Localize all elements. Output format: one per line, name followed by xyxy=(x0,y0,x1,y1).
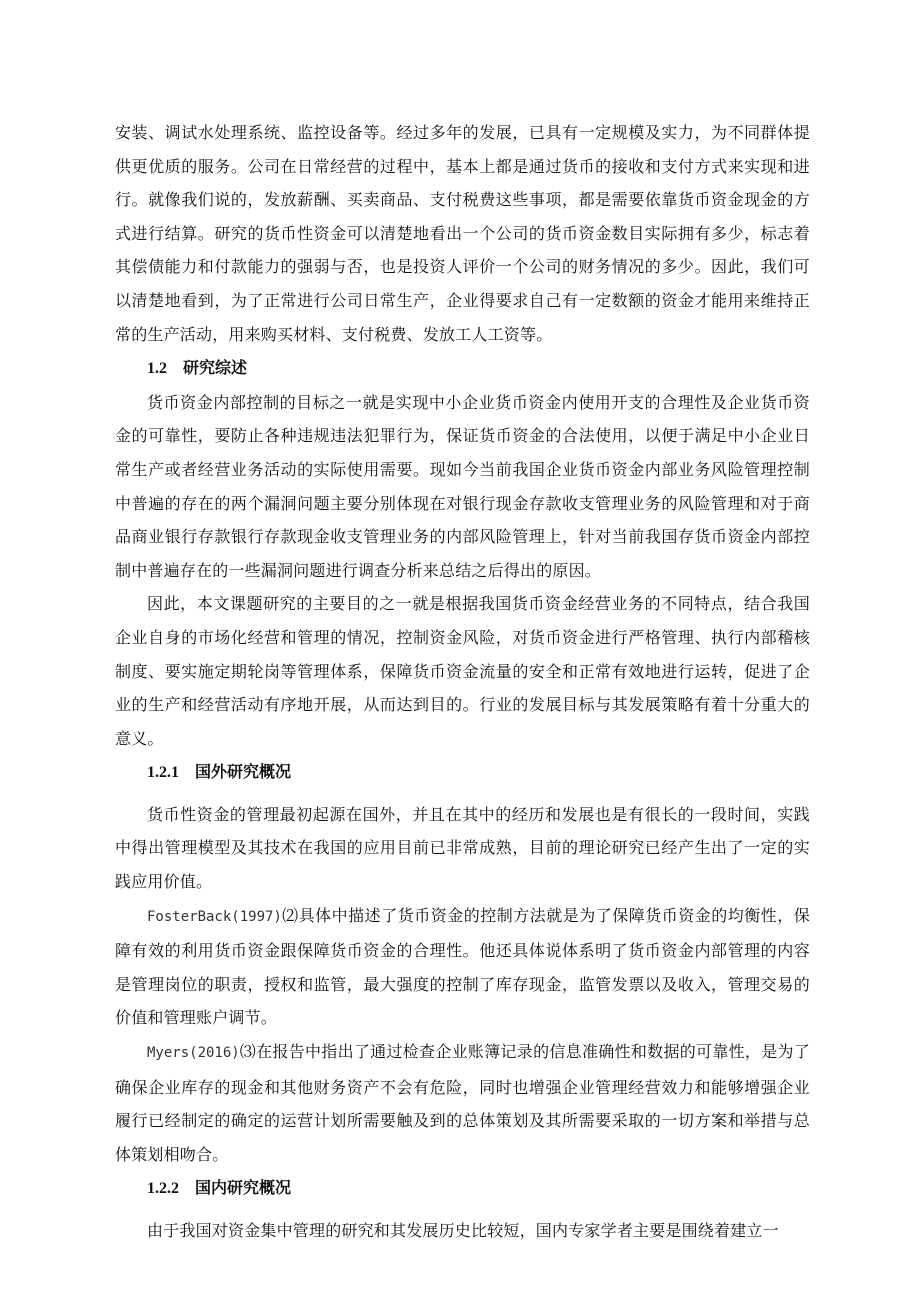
section-title: 国外研究概况 xyxy=(195,762,292,782)
paragraph-foreign-overview: 货币性资金的管理最初起源在国外，并且在其中的经历和发展也是有很长的一段时间，实践中得出管理模型及其技术在我国的应用目前已非常成熟，目前的理论研究已经产生出了一定的实践应用价值。 xyxy=(115,804,810,892)
section-title: 研究综述 xyxy=(183,358,248,378)
section-heading-1-2-1 xyxy=(115,755,810,790)
paragraph-company-intro: 安装、调试水处理系统、监控设备等。经过多年的发展，已具有一定规模及实力，为不同群体提供更优质的服务。公司在日常经营的过程中，基本上都是通过货币的接收和支付方式来实现和进行。就像我们说的，发放薪酬、买卖商品、支付税费这些事项，都是需要依靠货币资金现金的方式进行结算。研究的货币性资金可以清楚地看出一个公司的货币资金数目实际拥有多少，标志着其偿债能力和付款能力的强弱与否，也是投资人评价一个公司的财务情况的多少。因此，我们可以清楚地看到，为了正常进行公司日常生产，企业得要求自己有一定数额的资金才能用来维持正常的生产活动，用来购买材料、支付税费、发放工人工资等。 xyxy=(115,123,810,344)
paragraph-fosterback-text: ⑵具体中描述了货币资金的控制方法就是为了保障货币资金的均衡性，保障有效的利用货币资金跟保障货币资金的合理性。他还具体说体系明了货币资金内部管理的内容是管理岗位的职责，授权和监管，最大强度的控制了库存现金，监管发票以及收入，管理交易的价值和管理账户调节。 xyxy=(115,905,810,1028)
document-body xyxy=(115,116,810,1248)
section-heading-1-2 xyxy=(115,351,810,386)
paragraph-research-review: 货币资金内部控制的目标之一就是实现中小企业货币资金内使用开支的合理性及企业货币资金的可靠性，要防止各种违规违法犯罪行为，保证货币资金的合法使用，以便于满足中小企业日常生产或者经营业务活动的实际使用需要。现如今当前我国企业货币资金内部业务风险管理控制中普遍的存在的两个漏洞问题主要分别体现在对银行现金存款收支管理业务的风险管理和对于商品商业银行存款银行存款现金收支管理业务的内部风险管理上，针对当前我国存货币资金内部控制中普遍存在的一些漏洞问题进行调查分析来总结之后得出的原因。 xyxy=(115,392,810,580)
section-number: 1.2.2 xyxy=(147,1180,179,1198)
paragraph-myers-text: ⑶在报告中指出了通过检查企业账簿记录的信息准确性和数据的可靠性，是为了确保企业库存的现金和其他财务资产不会有危险，同时也增强企业管理经营效力和能够增强企业履行已经制定的确定的运营计划所需要触及到的总体策划及其所需要采取的一切方案和举措与总体策划相吻合。 xyxy=(115,1042,810,1164)
paragraph-domestic-overview: 由于我国对资金集中管理的研究和其发展历史比较短，国内专家学者主要是围绕着建立一 xyxy=(147,1221,779,1240)
citation-fosterback: FosterBack(1997) xyxy=(147,908,282,925)
paragraph-fosterback xyxy=(115,899,810,1035)
section-number: 1.2.1 xyxy=(147,764,179,782)
section-title: 国内研究概况 xyxy=(195,1178,292,1198)
citation-myers: Myers(2016) xyxy=(147,1045,240,1062)
paragraph-myers xyxy=(115,1035,810,1171)
section-heading-1-2-2 xyxy=(115,1171,810,1206)
section-number: 1.2 xyxy=(147,360,167,378)
paragraph-research-purpose: 因此，本文课题研究的主要目的之一就是根据我国货币资金经营业务的不同特点，结合我国企业自身的市场化经营和管理的情况，控制资金风险，对货币资金进行严格管理、执行内部稽核制度、要实施定期轮岗等管理体系，保障货币资金流量的安全和正常有效地进行运转，促进了企业的生产和经营活动有序地开展，从而达到目的。行业的发展目标与其发展策略有着十分重大的意义。 xyxy=(115,594,810,748)
